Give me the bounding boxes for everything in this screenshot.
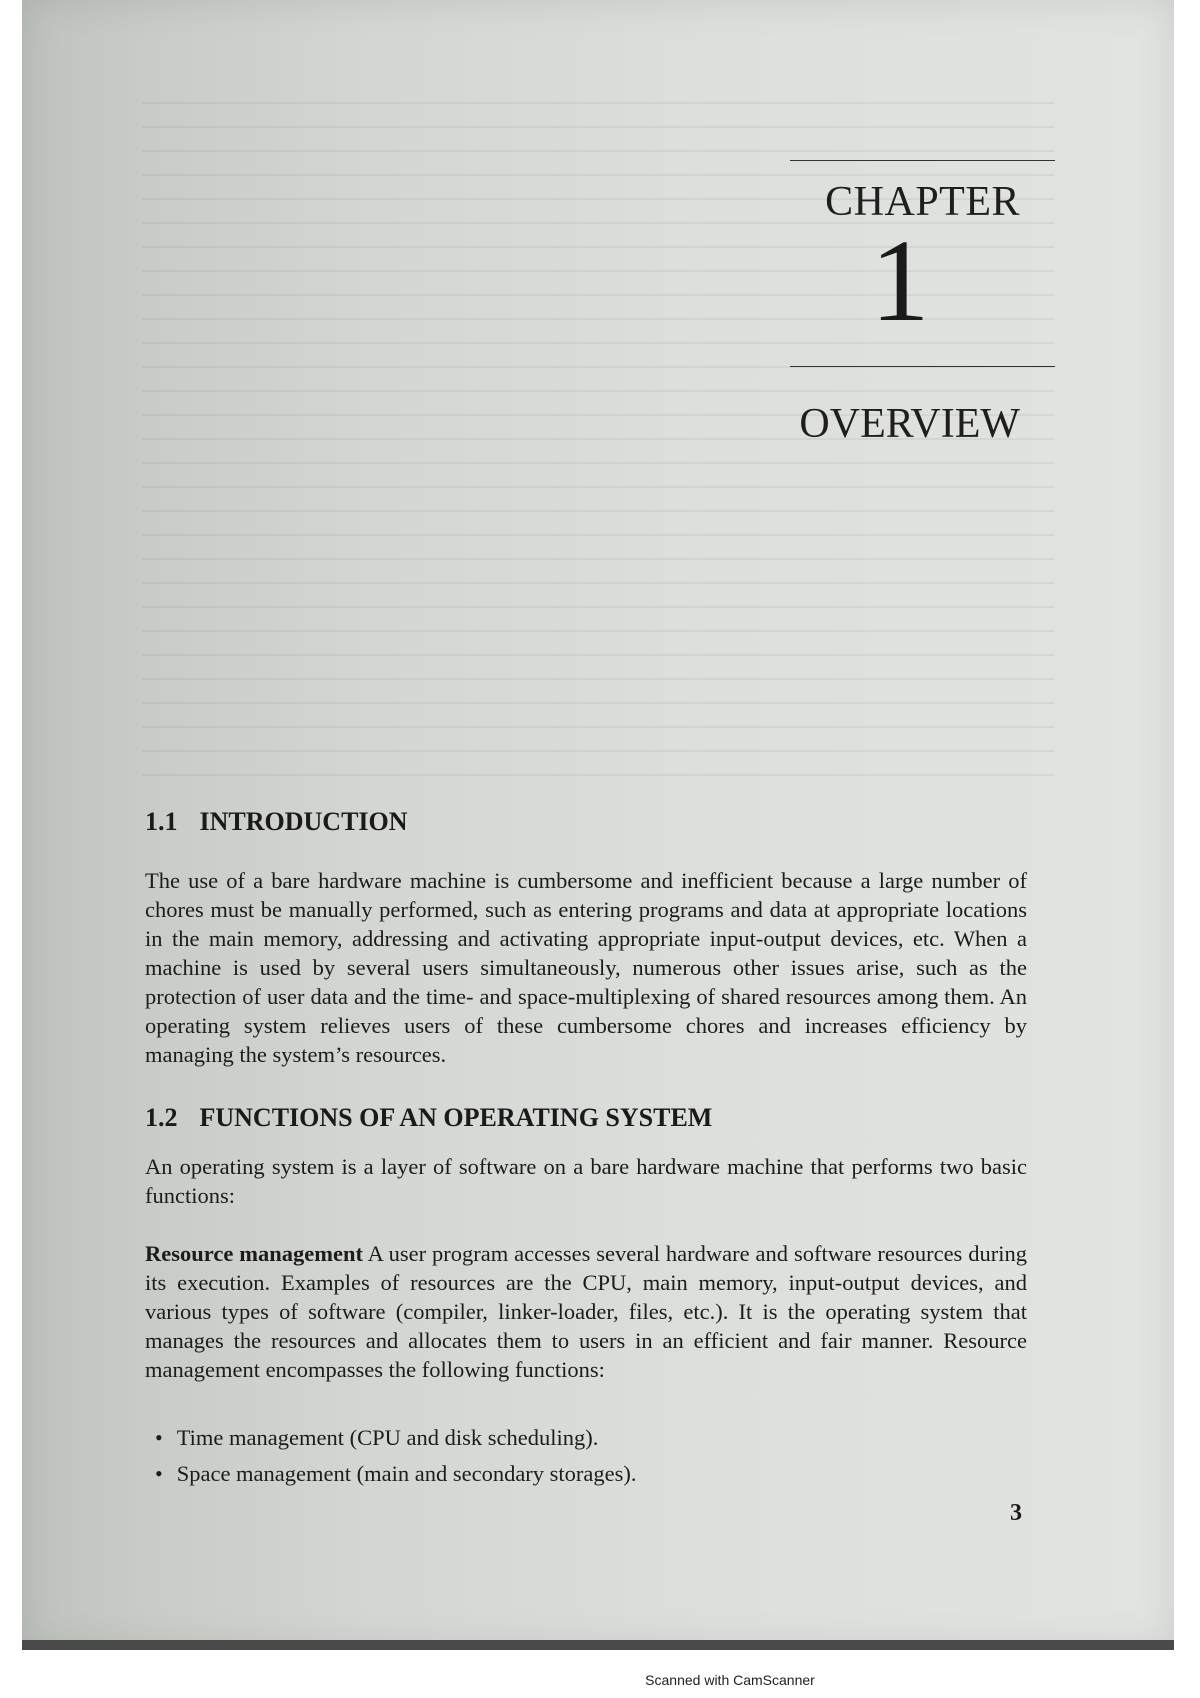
resource-management-paragraph — [145, 1239, 1027, 1384]
resource-management-term: Resource management — [145, 1241, 363, 1266]
section-heading-introduction — [145, 807, 408, 837]
chapter-label: CHAPTER — [825, 179, 1020, 225]
list-item: • Space management (main and secondary storages). — [155, 1456, 1015, 1492]
resource-functions-list — [155, 1420, 1015, 1492]
page-number: 3 — [1010, 1500, 1022, 1526]
section-title: INTRODUCTION — [199, 807, 408, 836]
chapter-number: 1 — [870, 215, 930, 346]
section-heading-functions — [145, 1103, 712, 1133]
page-bottom-edge — [22, 1640, 1174, 1650]
section-title: FUNCTIONS OF AN OPERATING SYSTEM — [199, 1103, 713, 1132]
section-number: 1.2 — [145, 1103, 178, 1132]
chapter-bottom-rule — [790, 366, 1055, 367]
section-number: 1.1 — [145, 807, 178, 836]
watermark-text: Scanned with CamScanner — [645, 1672, 815, 1688]
chapter-top-rule — [790, 160, 1055, 161]
scanner-watermark — [0, 1672, 1200, 1688]
chapter-title: OVERVIEW — [799, 401, 1020, 447]
introduction-paragraph: The use of a bare hardware machine is cumbersome and inefficient because a large number of chores must be manually performed, such as entering programs and data at appropriate locations in the main memory, addressing and activating appropriate input-output devices, etc. When a machine is used by several users simultaneously, numerous other issues arise, such as the protection of user data and the time- and space-multiplexing of shared resources among them. An operating system relieves users of these cumbersome chores and increases efficiency by managing the system’s resources. — [145, 868, 1027, 1067]
functions-intro-paragraph: An operating system is a layer of software on a bare hardware machine that performs two basic functions: — [145, 1154, 1027, 1208]
list-item: • Time management (CPU and disk scheduling). — [155, 1420, 1015, 1456]
resource-management-text: A user program accesses several hardware and software resources during its execution. Examples of resources are the CPU, main memory, input-output devices, and various types of software (compiler, linker-loader, files, etc.). It is the operating system that manages the resources and allocates them to users in an efficient and fair manner. Resource management encompasses the following functions: — [145, 1241, 1027, 1382]
